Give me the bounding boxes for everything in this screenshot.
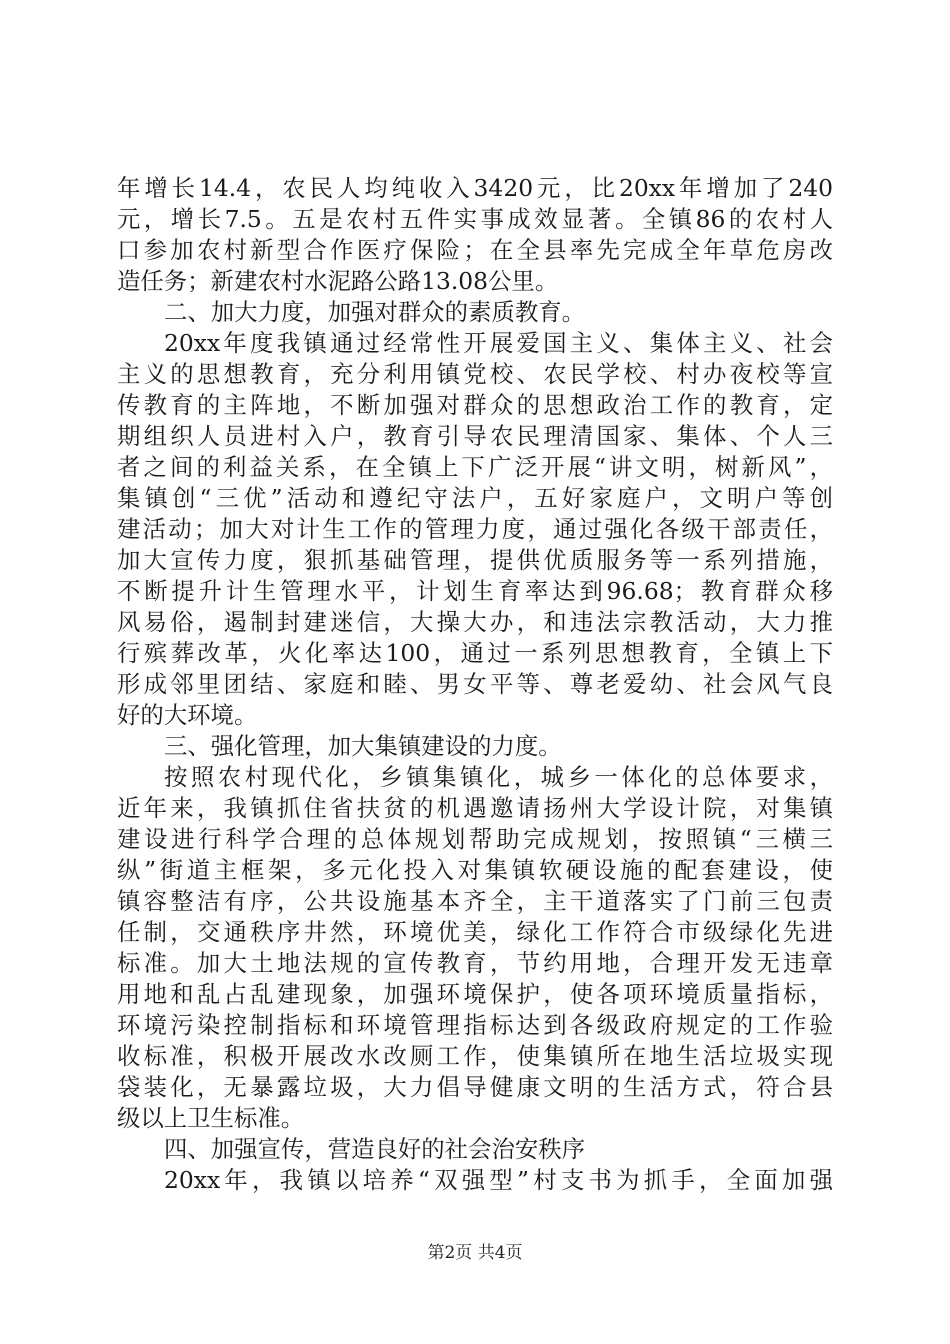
paragraph-first-line: 三、强化管理，加大集镇建设的力度。 [164, 732, 562, 760]
text-line: 不断提升计生管理水平，计划生育率达到96.68；教育群众移 [117, 577, 833, 605]
text-line: 纵”街道主框架，多元化投入对集镇软硬设施的配套建设，使 [117, 856, 833, 884]
text-line: 造任务；新建农村水泥路公路13.08公里。 [117, 267, 559, 295]
paragraph-first-line: 20xx年度我镇通过经常性开展爱国主义、集体主义、社会 [164, 329, 833, 357]
text-line: 镇容整洁有序，公共设施基本齐全，主干道落实了门前三包责 [117, 887, 833, 915]
text-line: 建设进行科学合理的总体规划帮助完成规划，按照镇“三横三 [117, 825, 833, 853]
text-line: 环境污染控制指标和环境管理指标达到各级政府规定的工作验 [117, 1011, 833, 1039]
text-line: 建活动；加大对计生工作的管理力度，通过强化各级干部责任， [117, 515, 833, 543]
text-line: 年增长14.4，农民人均纯收入3420元，比20xx年增加了240 [117, 174, 833, 202]
text-line: 元，增长7.5。五是农村五件实事成效显著。全镇86的农村人 [117, 205, 833, 233]
text-line: 标准。加大土地法规的宣传教育，节约用地，合理开发无违章 [117, 949, 833, 977]
text-line: 近年来，我镇抓住省扶贫的机遇邀请扬州大学设计院，对集镇 [117, 794, 833, 822]
paragraph-first-line: 四、加强宣传，营造良好的社会治安秩序 [164, 1135, 586, 1163]
text-line: 任制，交通秩序井然，环境优美，绿化工作符合市级绿化先进 [117, 918, 833, 946]
paragraph-first-line: 20xx年，我镇以培养“双强型”村支书为抓手，全面加强 [164, 1166, 833, 1194]
text-line: 行殡葬改革，火化率达100，通过一系列思想教育，全镇上下 [117, 639, 833, 667]
text-line: 集镇创“三优”活动和遵纪守法户，五好家庭户，文明户等创 [117, 484, 833, 512]
text-line: 加大宣传力度，狠抓基础管理，提供优质服务等一系列措施， [117, 546, 833, 574]
paragraph-first-line: 按照农村现代化，乡镇集镇化，城乡一体化的总体要求， [164, 763, 833, 791]
document-body [117, 173, 833, 1196]
text-line: 好的大环境。 [117, 701, 258, 729]
text-line: 主义的思想教育，充分利用镇党校、农民学校、村办夜校等宣 [117, 360, 833, 388]
text-line: 形成邻里团结、家庭和睦、男女平等、尊老爱幼、社会风气良 [117, 670, 833, 698]
text-line: 收标准，积极开展改水改厕工作，使集镇所在地生活垃圾实现 [117, 1042, 833, 1070]
text-line: 袋装化，无暴露垃圾，大力倡导健康文明的生活方式，符合县 [117, 1073, 833, 1101]
text-line: 用地和乱占乱建现象，加强环境保护，使各项环境质量指标， [117, 980, 833, 1008]
text-line: 口参加农村新型合作医疗保险；在全县率先完成全年草危房改 [117, 236, 833, 264]
text-line: 期组织人员进村入户，教育引导农民理清国家、集体、个人三 [117, 422, 833, 450]
text-line: 级以上卫生标准。 [117, 1104, 305, 1132]
text-line: 传教育的主阵地，不断加强对群众的思想政治工作的教育，定 [117, 391, 833, 419]
page-footer: 第2页 共4页 [427, 1243, 523, 1263]
text-line: 者之间的利益关系，在全镇上下广泛开展“讲文明，树新风”， [117, 453, 833, 481]
text-line: 风易俗，遏制封建迷信，大操大办，和违法宗教活动，大力推 [117, 608, 833, 636]
paragraph-first-line: 二、加大力度，加强对群众的素质教育。 [164, 298, 586, 326]
